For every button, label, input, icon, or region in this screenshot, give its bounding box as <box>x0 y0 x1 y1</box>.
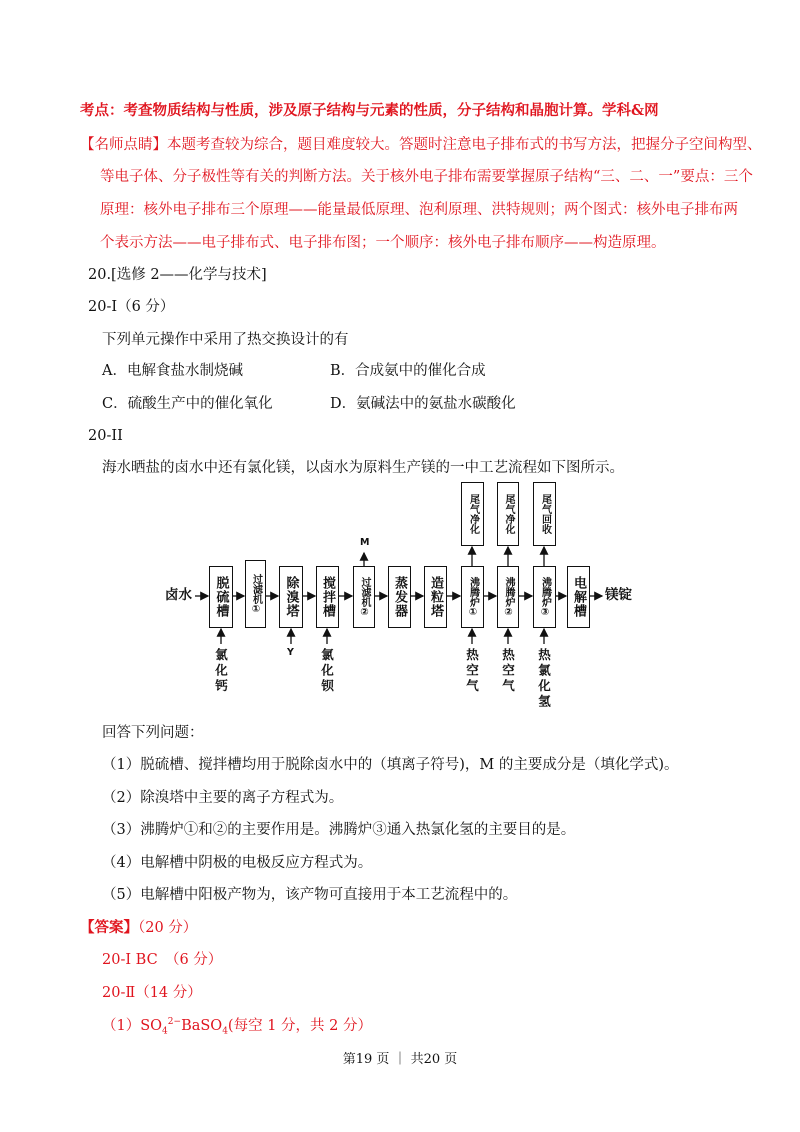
flow-output-mg-ingot: 镁锭 <box>605 587 632 603</box>
dianjing-line-3: 原理：核外电子排布三个原理——能量最低原理、泡利原理、洪特规则；两个图式：核外电子排布两 <box>100 202 738 218</box>
flow-input-hot-air-2: 热空气 <box>500 648 516 695</box>
flow-step-furnace-2: 沸腾炉② <box>497 566 519 628</box>
page-footer: 第19 页 ｜ 共20 页 <box>342 1052 458 1067</box>
answer-score-note: (每空 1 分，共 2 分） <box>227 1017 372 1034</box>
dianjing-line-1: 【名师点睛】本题考查较为综合，题目难度较大。答题时注意电子排布式的书写方法，把握分子空间构型、 <box>80 137 762 153</box>
answer-baso4-sub: 4 <box>222 1026 228 1037</box>
flow-top-tail-gas-purify-2: 尾气净化 <box>497 482 519 546</box>
answer-20-2: 20-Ⅱ（14 分） <box>102 985 202 1001</box>
question-2: （2）除溴塔中主要的离子方程式为。 <box>102 790 344 806</box>
option-a: A．电解食盐水制烧碱 <box>102 363 243 379</box>
answer-baso4-text: BaSO <box>181 1017 223 1034</box>
answer-heading <box>80 921 197 936</box>
flow-input-brine: 卤水 <box>165 587 192 603</box>
flow-step-debromination-tower: 除溴塔 <box>279 566 303 628</box>
answer-sulfate-text: （1）SO <box>102 1017 163 1034</box>
flow-top-tail-gas-purify-1: 尾气净化 <box>461 482 484 546</box>
q20-header: 20.[选修 2——化学与技术] <box>88 267 267 283</box>
option-b: B．合成氨中的催化合成 <box>330 363 486 379</box>
kaodian-line: 考点：考查物质结构与性质，涉及原子结构与元素的性质，分子结构和晶胞计算。学科&网 <box>80 102 659 119</box>
flow-input-hot-hcl: 热氯化氢 <box>536 648 552 710</box>
dianjing-line-2: 等电子体、分子极性等有关的判断方法。关于核外电子排布需要掌握原子结构“三、二、一”要点：三个 <box>100 169 753 185</box>
flow-step-filter-2: 过滤机② <box>353 566 375 628</box>
flow-label-m: M <box>360 537 370 548</box>
flow-input-y: Y <box>287 647 294 658</box>
flow-top-tail-gas-recovery: 尾气回收 <box>533 482 556 546</box>
question-4: （4）电解槽中阴极的电极反应方程式为。 <box>102 855 373 871</box>
flow-input-hot-air-1: 热空气 <box>464 648 480 695</box>
flow-step-electrolysis-tank: 电解槽 <box>567 566 590 628</box>
q20-2-header: 20-II <box>88 428 123 444</box>
question-1: （1）脱硫槽、搅拌槽均用于脱除卤水中的（填离子符号)，M 的主要成分是（填化学式)。 <box>102 757 679 773</box>
option-d: D．氨碱法中的氨盐水碳酸化 <box>330 396 516 412</box>
flow-step-filter-1: 过滤机① <box>245 560 266 628</box>
answer-prompt: 回答下列问题： <box>102 725 204 741</box>
flow-step-desulfurization-tank: 脱硫槽 <box>209 566 233 628</box>
answer-score: （20 分） <box>138 920 198 936</box>
flow-step-stirring-tank: 搅拌槽 <box>316 566 339 628</box>
question-3: （3）沸腾炉①和②的主要作用是。沸腾炉③通入热氯化氢的主要目的是。 <box>102 822 576 838</box>
answer-20-1: 20-Ⅰ BC （6 分） <box>102 952 223 968</box>
answer-sulfate-sup: 2− <box>167 1017 182 1027</box>
option-c: C．硫酸生产中的催化氧化 <box>102 396 273 412</box>
flow-input-calcium-chloride: 氯化钙 <box>213 648 229 695</box>
answer-item-1 <box>102 1018 372 1037</box>
q20-1-stem: 下列单元操作中采用了热交换设计的有 <box>102 332 349 348</box>
q20-1-header: 20-I（6 分） <box>88 299 175 315</box>
answer-sulfate-sub: 4 <box>162 1026 168 1037</box>
answer-label: 【答案】 <box>80 919 138 936</box>
flow-step-furnace-1: 沸腾炉① <box>461 566 484 628</box>
flow-input-barium-chloride: 氯化钡 <box>319 648 335 695</box>
flow-step-furnace-3: 沸腾炉③ <box>533 566 556 628</box>
flow-step-granulation-tower: 造粒塔 <box>424 566 447 628</box>
dianjing-line-4: 个表示方法——电子排布式、电子排布图；一个顺序：核外电子排布顺序——构造原理。 <box>100 235 666 251</box>
question-5: （5）电解槽中阳极产物为，该产物可直接用于本工艺流程中的。 <box>102 887 518 903</box>
flow-step-evaporator: 蒸发器 <box>388 566 411 628</box>
q20-2-stem: 海水晒盐的卤水中还有氯化镁，以卤水为原料生产镁的一中工艺流程如下图所示。 <box>102 460 624 476</box>
